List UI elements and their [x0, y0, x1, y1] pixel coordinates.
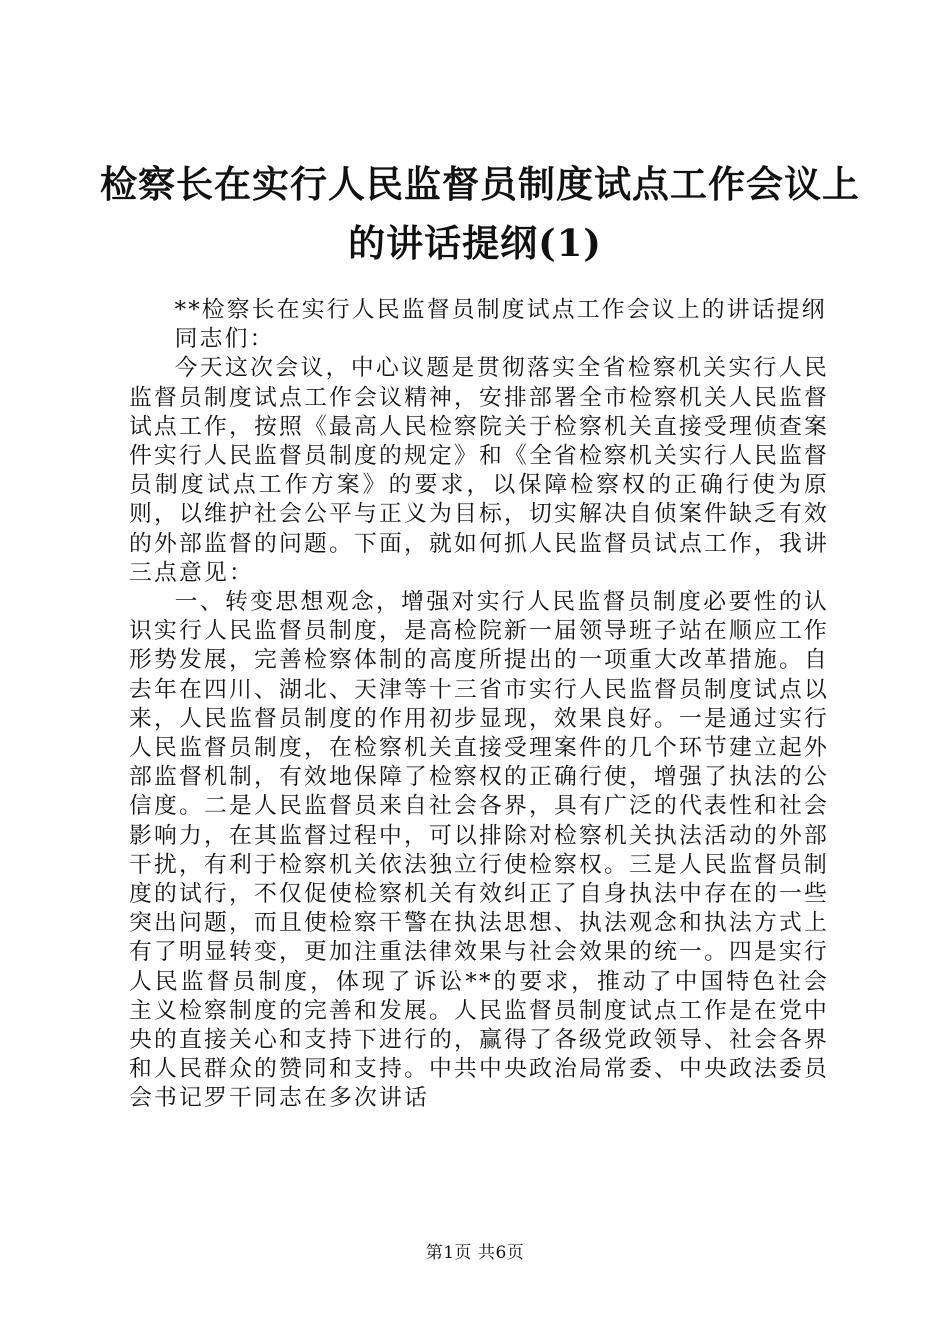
document-body	[129, 296, 829, 1114]
paragraph-heading: **检察长在实行人民监督员制度试点工作会议上的讲话提纲	[174, 297, 827, 323]
document-title-line-2: 的讲话提纲(1)	[348, 221, 602, 265]
paragraph-salutation: 同志们：	[174, 326, 275, 353]
paragraph-intro: 今天这次会议，中心议题是贯彻落实全省检察机关实行人民监督员制度试点工作会议精神，安排部署全市检察机关人民监督试点工作，按照《最高人民检察院关于检察机关直接受理侦查案件实行人民监督员制度的规定》和《全省检察机关实行人民监督员制度试点工作方案》的要求，以保障检察权的正确行使为原则，以维护社会公平与正义为目标，切实解决自侦案件缺乏有效的外部监督的问题。下面，就如何抓人民监督员试点工作，我讲三点意见：	[129, 355, 829, 586]
paragraph-point-one: 一、转变思想观念，增强对实行人民监督员制度必要性的认识实行人民监督员制度，是高检院新一届领导班子站在顺应工作形势发展，完善检察体制的高度所提出的一项重大改革措施。自去年在四川、湖北、天津等十三省市实行人民监督员制度试点以来，人民监督员制度的作用初步显现，效果良好。一是通过实行人民监督员制度，在检察机关直接受理案件的几个环节建立起外部监督机制，有效地保障了检察权的正确行使，增强了执法的公信度。二是人民监督员来自社会各界，具有广泛的代表性和社会影响力，在其监督过程中，可以排除对检察机关执法活动的外部干扰，有利于检察机关依法独立行使检察权。三是人民监督员制度的试行，不仅促使检察机关有效纠正了自身执法中存在的一些突出问题，而且使检察干警在执法思想、执法观念和执法方式上有了明显转变，更加注重法律效果与社会效果的统一。四是实行人民监督员制度，体现了诉讼**的要求，推动了中国特色社会主义检察制度的完善和发展。人民监督员制度试点工作是在党中央的直接关心和支持下进行的，赢得了各级党政领导、社会各界和人民群众的赞同和支持。中共中央政治局常委、中央政法委员会书记罗干同志在多次讲话	[129, 589, 829, 1112]
document-title-line-1: 检察长在实行人民监督员制度试点工作会议上	[100, 162, 860, 206]
page-number-footer: 第1页 共6页	[425, 1243, 525, 1263]
